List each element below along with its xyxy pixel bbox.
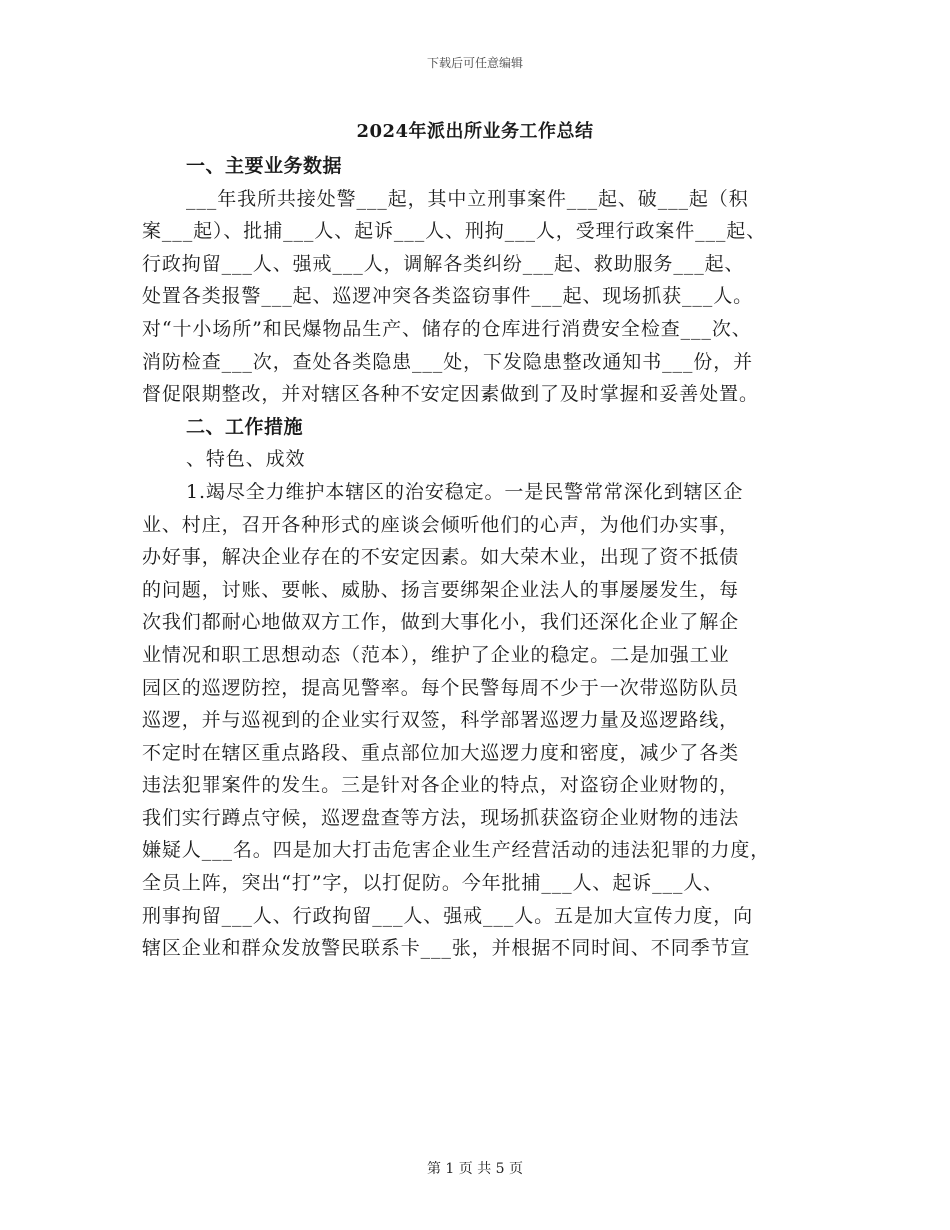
- body-text-line: 办好事，解决企业存在的不安定因素。如大荣木业，出现了资不抵债: [142, 546, 740, 569]
- body-text-line: 对“十小场所”和民爆物品生产、储存的仓库进行消费安全检查___次、: [142, 317, 752, 340]
- body-text-line: 违法犯罪案件的发生。三是针对各企业的特点，对盗窃企业财物的，: [142, 774, 740, 797]
- body-text-line: 1.竭尽全力维护本辖区的治安稳定。一是民警常常深化到辖区企: [186, 480, 744, 503]
- body-text-line: 全员上阵，突出“打”字，以打促防。今年批捕___人、起诉___人、: [142, 872, 724, 895]
- body-text-line: 巡逻，并与巡视到的企业实行双签，科学部署巡逻力量及巡逻路线，: [142, 709, 740, 732]
- section-heading: 一、主要业务数据: [186, 155, 343, 177]
- document-body: [142, 150, 822, 965]
- body-text-line: 辖区企业和群众发放警民联系卡___张，并根据不同时间、不同季节宣: [142, 937, 751, 960]
- body-text-line: 业情况和职工思想动态（范本），维护了企业的稳定。二是加强工业: [142, 643, 730, 666]
- body-text-line: 次我们都耐心地做双方工作，做到大事化小，我们还深化企业了解企: [142, 611, 740, 634]
- body-text-line: ___年我所共接处警___起，其中立刑事案件___起、破___起（积: [186, 187, 749, 210]
- body-text-line: 消防检查___次，查处各类隐患___处，下发隐患整改通知书___份，并: [142, 350, 754, 373]
- page-footer: 第 1 页 共 5 页: [426, 1161, 524, 1177]
- body-text-line: 刑事拘留___人、行政拘留___人、强戒___人。五是加大宣传力度，向: [142, 904, 754, 927]
- body-text-line: 案___起）、批捕___人、起诉___人、刑拘___人，受理行政案件___起、: [142, 220, 767, 243]
- header-note: 下载后可任意编辑: [426, 56, 523, 70]
- body-text-line: 不定时在辖区重点路段、重点部位加大巡逻力度和密度，减少了各类: [142, 741, 740, 764]
- document-title: 2024年派出所业务工作总结: [356, 121, 594, 142]
- body-text-line: 嫌疑人___名。四是加大打击危害企业生产经营活动的违法犯罪的力度，: [142, 839, 771, 862]
- section-heading: 二、工作措施: [186, 415, 304, 438]
- body-text-line: 业、村庄，召开各种形式的座谈会倾听他们的心声，为他们办实事，: [142, 513, 740, 536]
- body-text-line: 督促限期整改，并对辖区各种不安定因素做到了及时掌握和妥善处置。: [142, 383, 759, 406]
- body-text-line: 我们实行蹲点守候，巡逻盘查等方法，现场抓获盗窃企业财物的违法: [142, 806, 740, 829]
- body-text-line: 行政拘留___人、强戒___人，调解各类纠纷___起、救助服务___起、: [142, 252, 745, 275]
- body-text-line: 、特色、成效: [186, 448, 306, 471]
- body-text-line: 园区的巡逻防控，提高见警率。每个民警每周不少于一次带巡防队员: [142, 676, 740, 699]
- body-text-line: 处置各类报警___起、巡逻冲突各类盗窃事件___起、现场抓获___人。: [142, 285, 754, 308]
- body-text-line: 的问题，讨账、要帐、威胁、扬言要绑架企业法人的事屡屡发生，每: [142, 578, 740, 601]
